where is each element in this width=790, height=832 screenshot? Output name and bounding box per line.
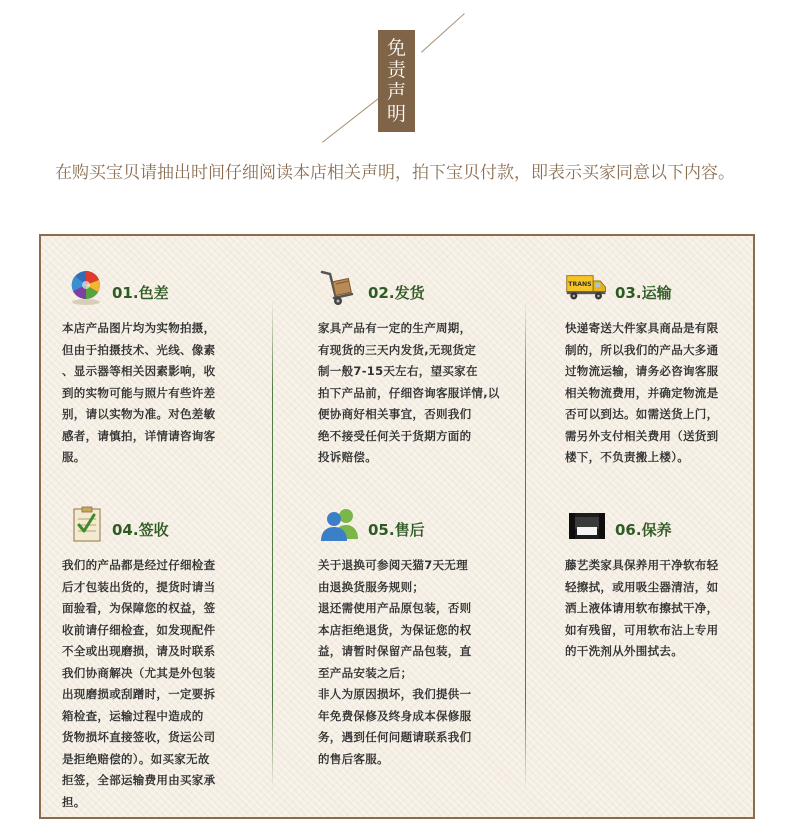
- title-char: 声: [386, 81, 406, 103]
- section-body: 本店产品图片均为实物拍摄， 但由于拍摄技术、光线、像素 、显示器等相关因素影响，收 到的实物可能与照片有些许差 别，请以实物为准。对色差敏 感者，请慎拍，详情请咨询客 服。: [62, 321, 216, 464]
- sofa-icon: [565, 505, 609, 545]
- truck-icon: [565, 268, 609, 308]
- hand-truck-icon: [318, 268, 362, 308]
- section-body: 关于退换可参阅天猫7天无理 由退换货服务规则； 退还需使用产品原包装，否则 本店拒绝退货，为保证您的权 益，请暂时保留产品包装，直 至产品安装之后； 非人为原因损坏，我们提供一 年免费保修及终身成本保修服 务，遇到任何问题请联系我们 的售后客服。: [318, 558, 472, 766]
- section-shipping: [318, 268, 503, 469]
- section-title: 03.运输: [615, 284, 672, 302]
- column-divider: [272, 300, 273, 790]
- section-title: 02.发货: [368, 284, 425, 302]
- section-body: 快递寄送大件家具商品是有限 制的，所以我们的产品大多通 过物流运输，请务必咨询客服 相关物流费用，并确定物流是 否可以到达。如需送货上门， 需另外支付相关费用（送货到 楼下，不负责搬上楼）。: [565, 321, 719, 464]
- truck-label: TRANS: [568, 281, 592, 289]
- section-sign-for: [62, 505, 247, 813]
- clipboard-check-icon: [62, 505, 106, 545]
- title-char: 明: [386, 103, 406, 125]
- section-body: 家具产品有一定的生产周期， 有现货的三天内发货,无现货定 制一般7-15天左右，望买家在 拍下产品前，仔细咨询客服详情,以 便协商好相关事宜，否则我们 绝不接受任何关于货期方面的 投诉赔偿。: [318, 321, 500, 464]
- title-char: 免: [386, 37, 406, 59]
- section-body: 藤艺类家具保养用干净软布轻 轻擦拭，或用吸尘器清洁，如 洒上液体请用软布擦拭干净， 如有残留，可用软布沾上专用 的干洗剂从外围拭去。: [565, 558, 719, 658]
- section-body: 我们的产品都是经过仔细检查 后才包装出货的，提货时请当 面验看，为保障您的权益，签 收前请仔细检查，如发现配件 不全或出现磨损，请及时联系 我们协商解决（尤其是外包装 出现磨损或刮蹭时，一定要拆 箱检查，运输过程中造成的 货物损坏直接签收，货运公司 是拒绝赔偿的）。如买家无故 拒签，全部运输费用由买家承 担。: [62, 558, 216, 809]
- section-title: 05.售后: [368, 521, 425, 539]
- column-divider: [525, 300, 526, 790]
- title-char: 责: [386, 59, 406, 81]
- users-icon: [318, 505, 362, 545]
- section-after-sales: [318, 505, 503, 770]
- section-transport: [565, 268, 750, 469]
- decorative-line-top-right: [421, 13, 465, 53]
- section-title: 04.签收: [112, 521, 169, 539]
- section-maintenance: [565, 505, 750, 663]
- disclaimer-title: [378, 30, 415, 132]
- section-color-difference: [62, 268, 247, 469]
- color-wheel-icon: [62, 268, 106, 308]
- decorative-line-bottom-left: [322, 94, 384, 143]
- section-title: 01.色差: [112, 284, 169, 302]
- section-title: 06.保养: [615, 521, 672, 539]
- intro-text: 在购买宝贝请抽出时间仔细阅读本店相关声明，拍下宝贝付款，即表示买家同意以下内容。: [55, 163, 735, 183]
